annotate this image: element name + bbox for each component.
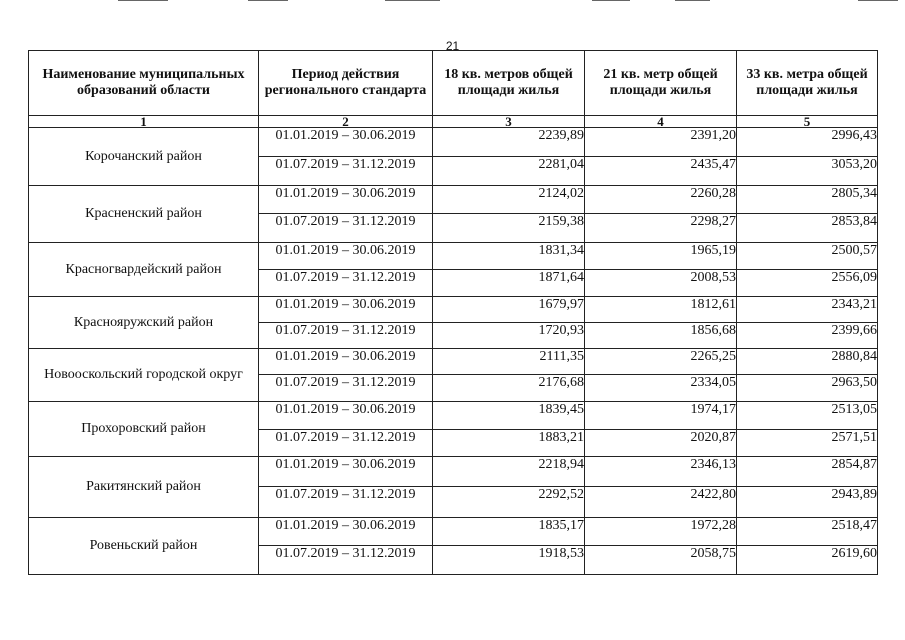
value-21sqm: 1974,17: [585, 402, 737, 430]
column-number: 2: [259, 116, 433, 128]
scan-top-line: [592, 0, 630, 1]
value-21sqm: 1972,28: [585, 518, 737, 546]
page-number: 21: [445, 39, 460, 53]
value-33sqm: 2500,57: [737, 243, 878, 270]
column-number: 3: [433, 116, 585, 128]
period-cell: 01.07.2019 – 31.12.2019: [259, 430, 433, 457]
value-18sqm: 2239,89: [433, 128, 585, 157]
value-18sqm: 2281,04: [433, 157, 585, 186]
column-number-row: [29, 116, 878, 128]
municipality-name: Ровеньский район: [29, 518, 259, 575]
column-number: 5: [737, 116, 878, 128]
header-municipality: Наименование муниципальных образований области: [29, 51, 259, 116]
value-18sqm: 1918,53: [433, 546, 585, 575]
table-row: [29, 297, 878, 323]
value-33sqm: 2943,89: [737, 487, 878, 518]
period-cell: 01.01.2019 – 30.06.2019: [259, 349, 433, 375]
period-cell: 01.07.2019 – 31.12.2019: [259, 487, 433, 518]
period-cell: 01.07.2019 – 31.12.2019: [259, 270, 433, 297]
value-18sqm: 1883,21: [433, 430, 585, 457]
value-21sqm: 2020,87: [585, 430, 737, 457]
value-33sqm: 3053,20: [737, 157, 878, 186]
table-row: [29, 457, 878, 487]
table-header: [29, 51, 878, 128]
table-row: [29, 518, 878, 546]
scan-top-line: [675, 0, 710, 1]
value-18sqm: 1871,64: [433, 270, 585, 297]
value-21sqm: 2346,13: [585, 457, 737, 487]
value-21sqm: 2058,75: [585, 546, 737, 575]
scan-top-line: [385, 0, 440, 1]
period-cell: 01.01.2019 – 30.06.2019: [259, 457, 433, 487]
table-row: [29, 402, 878, 430]
period-cell: 01.01.2019 – 30.06.2019: [259, 128, 433, 157]
value-18sqm: 2124,02: [433, 186, 585, 214]
value-33sqm: 2853,84: [737, 214, 878, 243]
value-21sqm: 2435,47: [585, 157, 737, 186]
value-21sqm: 1812,61: [585, 297, 737, 323]
period-cell: 01.07.2019 – 31.12.2019: [259, 214, 433, 243]
value-18sqm: 2176,68: [433, 375, 585, 402]
value-33sqm: 2571,51: [737, 430, 878, 457]
period-cell: 01.07.2019 – 31.12.2019: [259, 546, 433, 575]
table-body: [29, 128, 878, 575]
table-row: [29, 128, 878, 157]
value-33sqm: 2880,84: [737, 349, 878, 375]
value-18sqm: 2111,35: [433, 349, 585, 375]
value-21sqm: 2298,27: [585, 214, 737, 243]
table-row: [29, 349, 878, 375]
value-33sqm: 2805,34: [737, 186, 878, 214]
value-33sqm: 2854,87: [737, 457, 878, 487]
municipality-name: Корочанский район: [29, 128, 259, 186]
municipality-name: Красногвардейский район: [29, 243, 259, 297]
value-18sqm: 1835,17: [433, 518, 585, 546]
period-cell: 01.01.2019 – 30.06.2019: [259, 297, 433, 323]
municipality-name: Ракитянский район: [29, 457, 259, 518]
municipality-name: Краснояружский район: [29, 297, 259, 349]
value-18sqm: 2159,38: [433, 214, 585, 243]
value-18sqm: 1831,34: [433, 243, 585, 270]
value-18sqm: 2218,94: [433, 457, 585, 487]
value-21sqm: 1965,19: [585, 243, 737, 270]
municipality-name: Новооскольский городской округ: [29, 349, 259, 402]
column-number: 1: [29, 116, 259, 128]
table-row: [29, 186, 878, 214]
scan-top-line: [248, 0, 288, 1]
header-period: Период действия регионального стандарта: [259, 51, 433, 116]
value-21sqm: 1856,68: [585, 323, 737, 349]
value-33sqm: 2963,50: [737, 375, 878, 402]
header-row: [29, 51, 878, 116]
value-21sqm: 2334,05: [585, 375, 737, 402]
value-33sqm: 2996,43: [737, 128, 878, 157]
value-33sqm: 2343,21: [737, 297, 878, 323]
value-18sqm: 1720,93: [433, 323, 585, 349]
table-row: [29, 243, 878, 270]
value-18sqm: 2292,52: [433, 487, 585, 518]
period-cell: 01.07.2019 – 31.12.2019: [259, 375, 433, 402]
value-33sqm: 2619,60: [737, 546, 878, 575]
value-18sqm: 1679,97: [433, 297, 585, 323]
period-cell: 01.01.2019 – 30.06.2019: [259, 402, 433, 430]
housing-cost-table: [28, 50, 878, 575]
value-33sqm: 2518,47: [737, 518, 878, 546]
header-18sqm: 18 кв. метров общей площади жилья: [433, 51, 585, 116]
value-21sqm: 2422,80: [585, 487, 737, 518]
scan-top-line: [858, 0, 898, 1]
column-number: 4: [585, 116, 737, 128]
value-21sqm: 2391,20: [585, 128, 737, 157]
period-cell: 01.01.2019 – 30.06.2019: [259, 518, 433, 546]
value-21sqm: 2008,53: [585, 270, 737, 297]
municipality-name: Прохоровский район: [29, 402, 259, 457]
period-cell: 01.01.2019 – 30.06.2019: [259, 243, 433, 270]
value-33sqm: 2399,66: [737, 323, 878, 349]
header-21sqm: 21 кв. метр общей площади жилья: [585, 51, 737, 116]
value-33sqm: 2513,05: [737, 402, 878, 430]
period-cell: 01.01.2019 – 30.06.2019: [259, 186, 433, 214]
value-33sqm: 2556,09: [737, 270, 878, 297]
scan-top-line: [118, 0, 168, 1]
value-21sqm: 2265,25: [585, 349, 737, 375]
municipality-name: Красненский район: [29, 186, 259, 243]
period-cell: 01.07.2019 – 31.12.2019: [259, 323, 433, 349]
value-21sqm: 2260,28: [585, 186, 737, 214]
header-33sqm: 33 кв. метра общей площади жилья: [737, 51, 878, 116]
period-cell: 01.07.2019 – 31.12.2019: [259, 157, 433, 186]
value-18sqm: 1839,45: [433, 402, 585, 430]
